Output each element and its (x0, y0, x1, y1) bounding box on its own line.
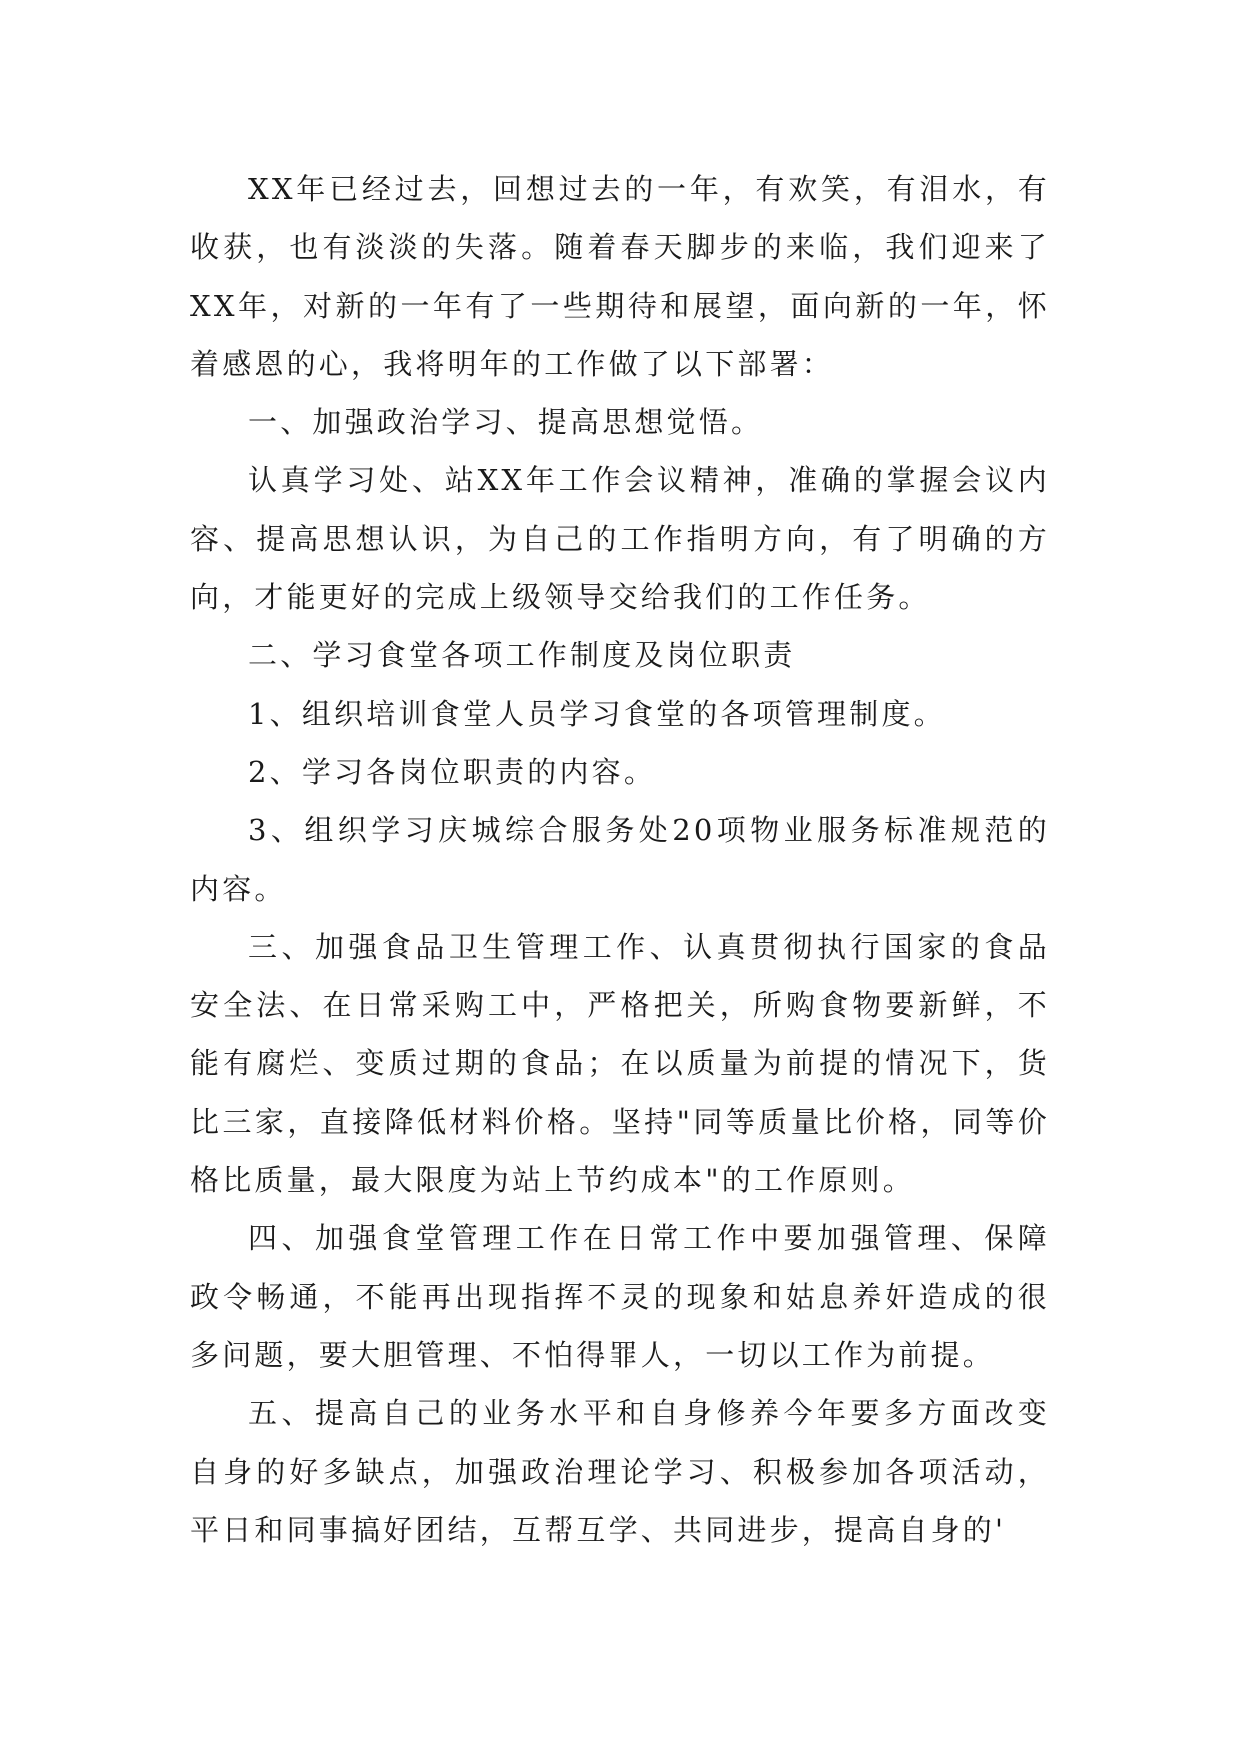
paragraph-section-4: 四、加强食堂管理工作在日常工作中要加强管理、保障政令畅通，不能再出现指挥不灵的现象和姑息养奸造成的很多问题，要大胆管理、不怕得罪人，一切以工作为前提。 (190, 1221, 1050, 1372)
paragraph-section-3: 三、加强食品卫生管理工作、认真贯彻执行国家的食品安全法、在日常采购工中，严格把关，所购食物要新鲜，不能有腐烂、变质过期的食品；在以质量为前提的情况下，货比三家，直接降低材料价格。坚持"同等质量比价格，同等价格比质量，最大限度为站上节约成本"的工作原则。 (190, 929, 1050, 1198)
paragraph-section-5: 五、提高自己的业务水平和自身修养今年要多方面改变自身的好多缺点，加强政治理论学习、积极参加各项活动，平日和同事搞好团结，互帮互学、共同进步，提高自身的' (190, 1396, 1050, 1547)
paragraph-section-1: 认真学习处、站XX年工作会议精神，准确的掌握会议内容、提高思想认识，为自己的工作指明方向，有了明确的方向，才能更好的完成上级领导交给我们的工作任务。 (190, 463, 1050, 615)
list-item-1: 1、组织培训食堂人员学习食堂的各项管理制度。 (248, 696, 946, 731)
paragraph-intro: XX年已经过去，回想过去的一年，有欢笑，有泪水，有收获，也有淡淡的失落。随着春天脚步的来临，我们迎来了XX年，对新的一年有了一些期待和展望，面向新的一年，怀着感恩的心，我将明年的工作做了以下部署： (190, 172, 1050, 381)
heading-section-2: 二、学习食堂各项工作制度及岗位职责 (248, 638, 796, 673)
list-item-2: 2、学习各岗位职责的内容。 (248, 754, 657, 789)
heading-section-1: 一、加强政治学习、提高思想觉悟。 (248, 405, 764, 440)
document-body (190, 160, 1050, 1559)
list-item-3: 3、组织学习庆城综合服务处20项物业服务标准规范的内容。 (190, 813, 1050, 906)
